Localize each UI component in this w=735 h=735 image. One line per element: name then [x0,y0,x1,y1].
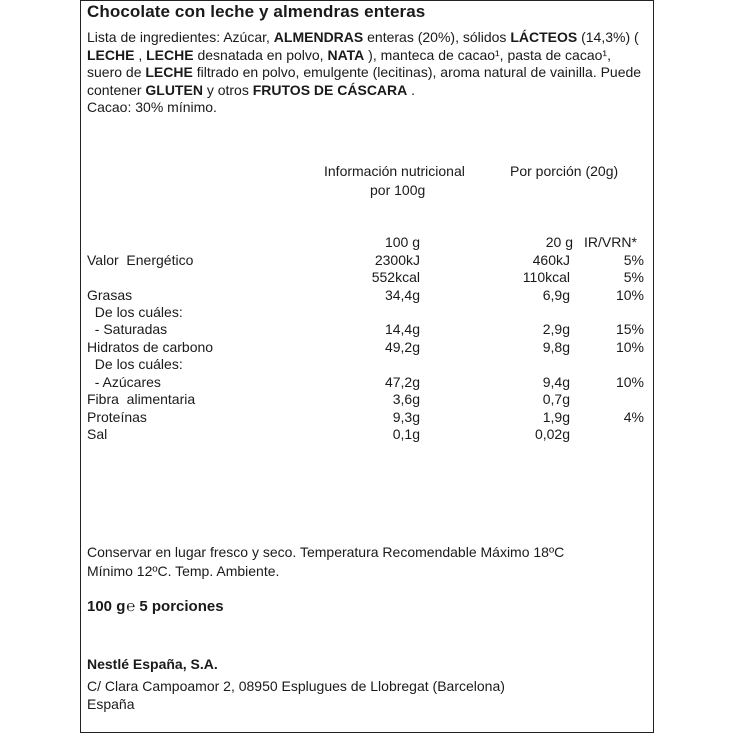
net-weight-line [87,598,224,615]
storage-line-1: Conservar en lugar fresco y seco. Temperatura Recomendable Máximo 18ºC [87,544,565,560]
ingredients-text [87,29,647,99]
ingredient-text: filtrado en polvo, emulgente (lecitinas), aroma natural de vainilla. Puede contener [87,64,642,98]
ingredient-allergen: ALMENDRAS [273,29,364,45]
ingredient-text: y otros [202,81,253,98]
ingredient-allergen: LECHE [87,46,135,63]
nutrient-ir: 5% [623,269,644,285]
nutrient-ir: 10% [615,287,644,303]
nutrient-label: Valor Energético [87,252,194,268]
nutrient-value-100g: 3,6g [392,391,420,407]
nutrient-label: - Saturadas [87,321,168,337]
nutrition-header-per100-line2: por 100g [370,182,426,198]
ingredient-allergen: GLUTEN [145,81,203,98]
col-header-ir: IR/VRN* [584,234,637,250]
ingredient-text: , [134,46,147,63]
nutrient-value-20g: 9,4g [542,374,570,390]
storage-line-2: Mínimo 12ºC. Temp. Ambiente. [87,563,280,579]
ingredient-text: enteras (20%), sólidos [363,29,511,45]
ingredient-allergen: LECHE [146,46,194,63]
nutrient-value-100g: 34,4g [384,287,420,303]
nutrient-ir: 15% [615,321,644,337]
ingredient-allergen: NATA [327,46,365,63]
nutrient-value-20g: 1,9g [542,409,570,425]
nutrient-value-100g: 9,3g [392,409,420,425]
nutrition-header-portion: Por porción (20g) [510,163,619,179]
nutrient-ir: 5% [623,252,644,268]
nutrient-value-100g: 49,2g [384,339,420,355]
nutrient-label: Sal [87,426,108,442]
nutrient-label: Proteínas [87,409,147,425]
nutrient-label: De los cuáles: [87,304,183,320]
address-line-1: C/ Clara Campoamor 2, 08950 Esplugues de Llobregat (Barcelona) [87,678,505,694]
product-title: Chocolate con leche y almendras enteras [87,2,426,21]
nutrient-ir: 4% [623,409,644,425]
nutrient-value-100g: 14,4g [384,321,420,337]
ingredient-text: desnatada en polvo, [193,46,328,63]
nutrient-label: De los cuáles: [87,356,183,372]
nutrient-value-20g: 110kcal [522,269,570,285]
col-header-20g: 20 g [545,234,573,250]
nutrient-value-20g: 6,9g [542,287,570,303]
nutrient-value-100g: 47,2g [384,374,420,390]
nutrient-value-20g: 460kJ [532,252,570,268]
ingredient-allergen: LÁCTEOS [510,29,578,45]
portions: 5 porciones [139,598,224,615]
nutrient-value-100g: 2300kJ [374,252,420,268]
cacao-content: Cacao: 30% mínimo. [87,99,217,115]
nutrition-header-per100 [324,163,465,199]
company-name: Nestlé España, S.A. [87,656,218,672]
nutrient-value-20g: 0,7g [542,391,570,407]
nutrient-value-20g: 9,8g [542,339,570,355]
nutrient-label: - Azúcares [87,374,161,390]
nutrient-label: Hidratos de carbono [87,339,214,355]
ingredient-text: ), manteca de cacao¹, pasta de cacao¹, suero de [87,46,611,80]
ingredients-list [87,29,647,99]
storage-instructions [87,543,647,581]
ingredient-allergen: LECHE [145,64,193,80]
nutrient-value-100g: 0,1g [392,426,420,442]
nutrient-value-100g: 552kcal [371,269,420,285]
nutrient-value-20g: 2,9g [542,321,570,337]
nutrient-label: Fibra alimentaria [87,391,196,407]
ingredient-allergen: FRUTOS DE CÁSCARA [252,81,408,98]
nutrient-ir: 10% [615,374,644,390]
address-line-2: España [87,696,135,712]
net-weight: 100 g [87,598,126,615]
nutrient-label: Grasas [87,287,133,303]
nutrition-header-per100-line1: Información nutricional [324,163,465,179]
company-address [87,677,505,713]
col-header-100g: 100 g [384,234,420,250]
ingredient-text: Lista de ingredientes: Azúcar, [87,29,274,45]
estimated-sign-icon: ℮ [126,598,136,615]
ingredient-text: (14,3%) ( [577,29,639,45]
nutrient-ir: 10% [615,339,644,355]
ingredient-text: . [407,81,416,98]
nutrient-value-20g: 0,02g [534,426,570,442]
